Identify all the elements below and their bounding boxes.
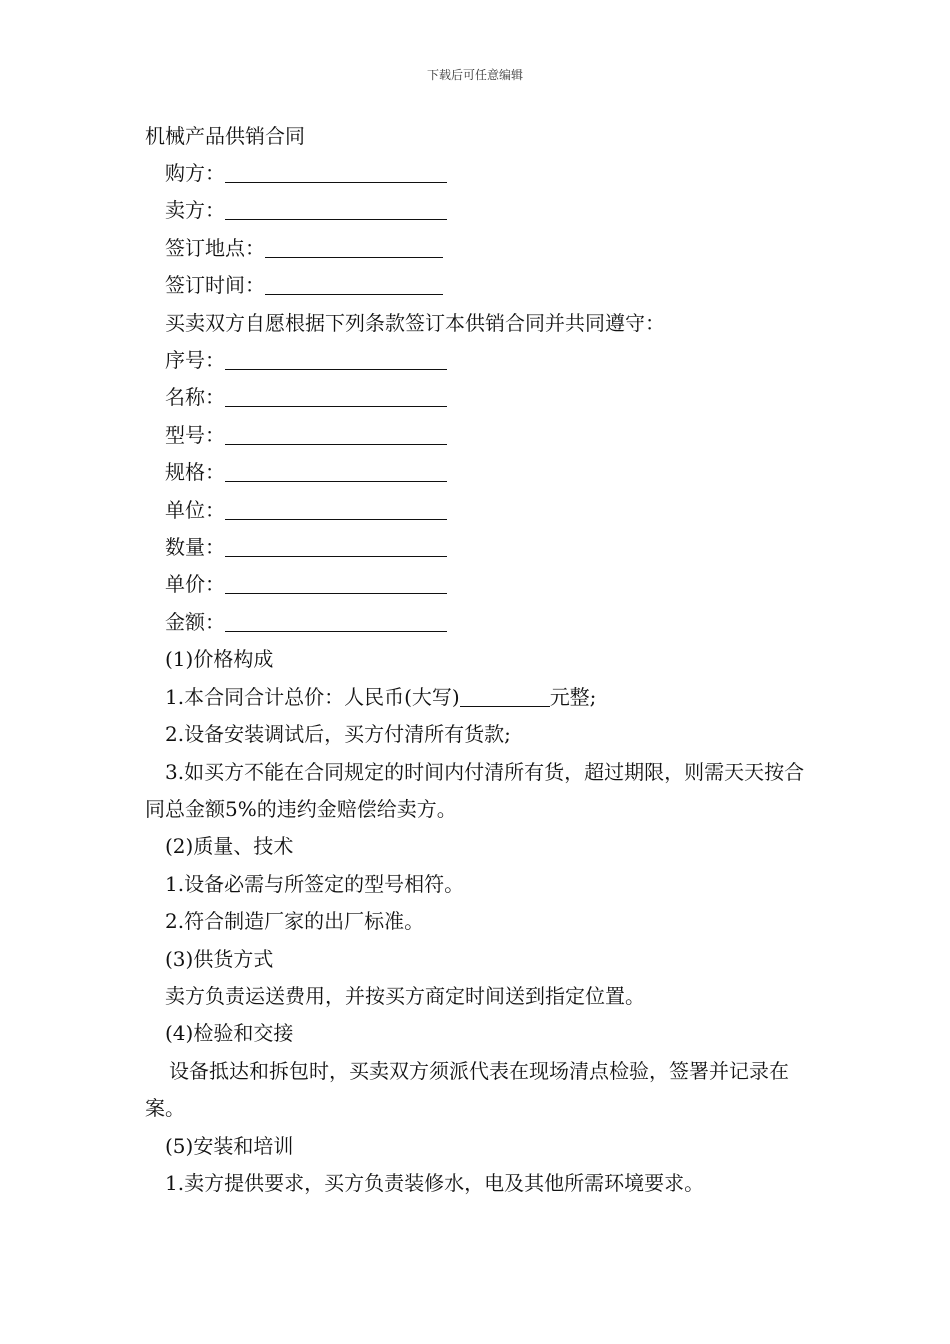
field-row-unit-price: [145, 566, 810, 603]
fill-in-blank[interactable]: [225, 611, 447, 632]
fill-in-blank[interactable]: [225, 573, 447, 594]
field-label: 卖方：: [165, 198, 225, 223]
fill-in-blank[interactable]: [225, 424, 447, 445]
intro-paragraph: 买卖双方自愿根据下列条款签订本供销合同并共同遵守：: [165, 310, 665, 335]
clause-text: 元整;: [549, 684, 597, 709]
fill-in-blank[interactable]: [265, 237, 443, 258]
field-label: 名称：: [165, 385, 225, 410]
field-label: 序号：: [165, 348, 225, 373]
clause-total-price: [145, 679, 810, 716]
clause-penalty: 3.如买方不能在合同规定的时间内付清所有货，超过期限，则需天天按合同总金额5%的违约金赔偿给卖方。: [145, 759, 805, 821]
clause-delivery: 卖方负责运送费用，并按买方商定时间送到指定位置。: [165, 983, 645, 1008]
fill-in-blank[interactable]: [225, 536, 447, 557]
page-header-note: 下载后可任意编辑: [426, 68, 523, 82]
fill-in-blank[interactable]: [225, 162, 447, 183]
field-row-model: [145, 417, 810, 454]
clause-model-match: 1.设备必需与所签定的型号相符。: [165, 871, 465, 896]
signing-place-row: [145, 230, 810, 267]
document-title: 机械产品供销合同: [145, 124, 305, 148]
field-label: 签订时间：: [165, 273, 265, 298]
field-row-spec: [145, 454, 810, 491]
field-label: 金额：: [165, 609, 225, 634]
section-heading: (4)检验和交接: [165, 1021, 294, 1046]
clause-factory-standard: 2.符合制造厂家的出厂标准。: [165, 909, 425, 934]
field-label: 规格：: [165, 460, 225, 485]
fill-in-blank[interactable]: [460, 686, 550, 707]
section-heading: (3)供货方式: [165, 946, 274, 971]
fill-in-blank[interactable]: [265, 274, 443, 295]
field-row-unit: [145, 492, 810, 529]
field-label: 单价：: [165, 572, 225, 597]
fill-in-blank[interactable]: [225, 386, 447, 407]
field-row-quantity: [145, 529, 810, 566]
field-row-serial: [145, 342, 810, 379]
clause-installation: 1.卖方提供要求，买方负责装修水，电及其他所需环境要求。: [165, 1170, 705, 1195]
clause-inspection: 设备抵达和拆包时，买卖双方须派代表在现场清点检验，签署并记录在案。: [145, 1058, 789, 1121]
section-heading: (1)价格构成: [165, 647, 274, 672]
field-row-name: [145, 379, 810, 416]
field-label: 单位：: [165, 497, 225, 522]
fill-in-blank[interactable]: [225, 499, 447, 520]
clause-text: 1.本合同合计总价：人民币(大写): [165, 684, 460, 709]
field-label: 购方：: [165, 161, 225, 185]
fill-in-blank[interactable]: [225, 199, 447, 220]
field-label: 型号：: [165, 422, 225, 447]
field-row-amount: [145, 604, 810, 641]
party-seller-row: [145, 192, 810, 229]
field-label: 数量：: [165, 535, 225, 560]
fill-in-blank[interactable]: [225, 461, 447, 482]
section-heading: (5)安装和培训: [165, 1133, 294, 1158]
clause-payment: 2.设备安装调试后，买方付清所有货款;: [165, 722, 511, 747]
contract-document: [145, 118, 810, 1202]
section-heading: (2)质量、技术: [165, 834, 294, 859]
signing-time-row: [145, 267, 810, 304]
field-label: 签订地点：: [165, 235, 265, 260]
party-buyer-row: [145, 155, 810, 192]
fill-in-blank[interactable]: [225, 349, 447, 370]
